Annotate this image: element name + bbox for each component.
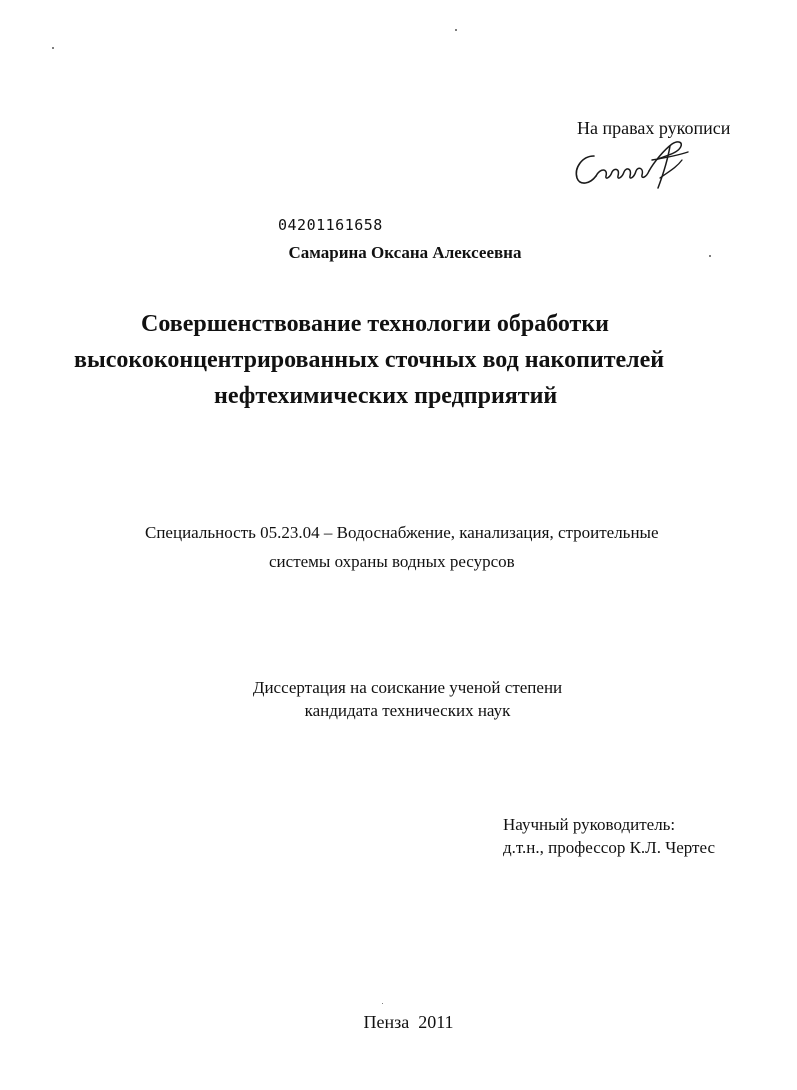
specialty bbox=[145, 519, 659, 577]
title-line: Совершенствование технологии обработки bbox=[141, 311, 609, 337]
degree-line: кандидата технических наук bbox=[304, 700, 511, 720]
scientific-advisor bbox=[503, 814, 715, 860]
degree-statement bbox=[0, 677, 797, 723]
specialty-line: системы охраны водных ресурсов bbox=[269, 551, 515, 571]
scan-speck bbox=[382, 1003, 383, 1004]
advisor-name: д.т.н., профессор К.Л. Чертес bbox=[503, 837, 716, 857]
handwritten-signature bbox=[572, 138, 698, 196]
scan-speck bbox=[455, 29, 457, 31]
specialty-line: Специальность 05.23.04 – Водоснабжение, канализация, строительные bbox=[145, 523, 659, 542]
manuscript-rights-note: На правах рукописи bbox=[577, 118, 731, 138]
advisor-label: Научный руководитель: bbox=[503, 815, 676, 834]
author-name: Самарина Оксана Алексеевна bbox=[288, 243, 522, 262]
title-line: высококонцентрированных сточных вод накопителей bbox=[74, 347, 665, 373]
dissertation-title bbox=[60, 306, 740, 414]
scan-speck bbox=[52, 47, 54, 49]
degree-line: Диссертация на соискание ученой степени bbox=[252, 678, 563, 697]
title-line: нефтехимических предприятий bbox=[214, 383, 558, 409]
city-year: Пенза 2011 bbox=[363, 1012, 454, 1032]
document-code: 04201161658 bbox=[278, 216, 383, 234]
